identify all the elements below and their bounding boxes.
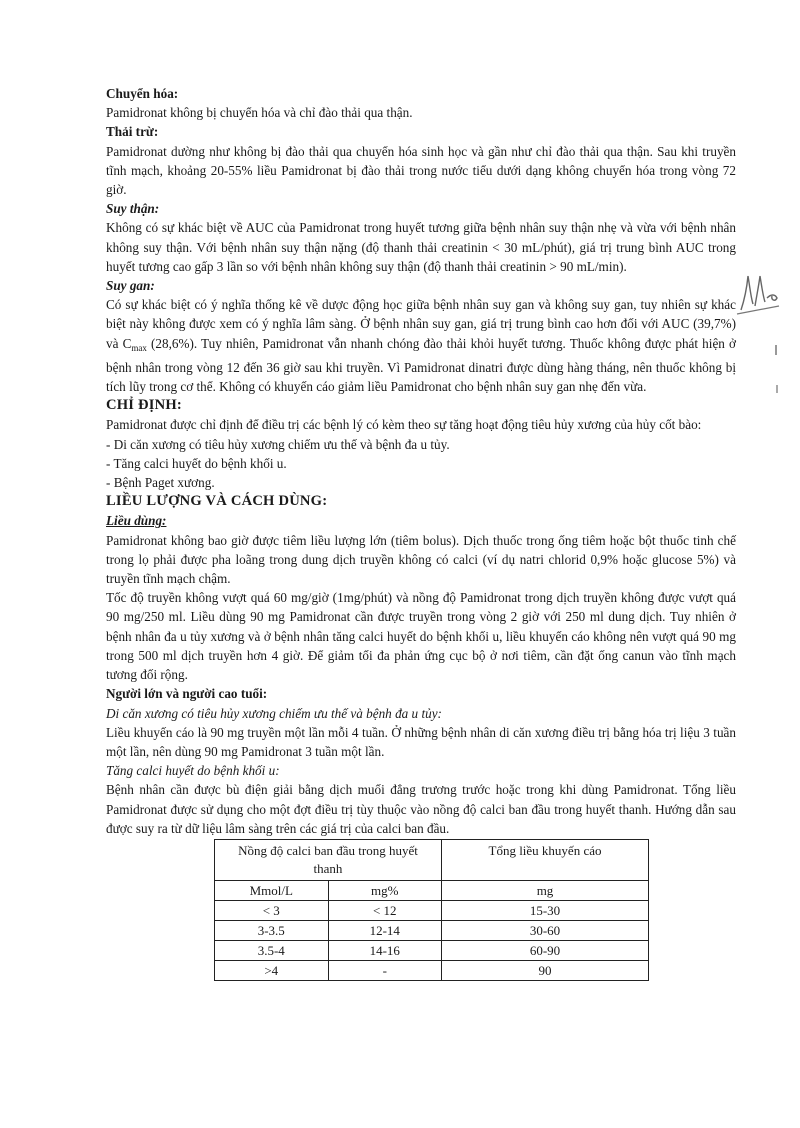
list-item: - Tăng calci huyết do bệnh khối u. bbox=[106, 455, 287, 471]
para-chuyen-hoa: Pamidronat không bị chuyển hóa và chỉ đào thải qua thận. bbox=[106, 105, 413, 121]
table-row bbox=[215, 920, 649, 940]
table-row bbox=[215, 880, 649, 900]
dose-table bbox=[214, 839, 649, 981]
list-item: - Bệnh Paget xương. bbox=[106, 475, 215, 491]
para-thai-tru: Pamidronat dường như không bị đào thải qua chuyển hóa sinh học và gần như chỉ đào thải qua thận. Sau khi truyền tĩnh mạch, khoảng 20-55% liều Pamidronat bị đào thải trong nước tiểu dưới dạng không chuyển hóa trong vòng 72 giờ. bbox=[106, 143, 736, 198]
heading-thai-tru: Thải trừ: bbox=[106, 124, 159, 140]
table-unit: Mmol/L bbox=[215, 880, 329, 900]
para-suy-gan-part1: Có sự khác biệt có ý nghĩa thống kê về dược động học giữa bệnh nhân suy gan và không suy gan, tuy nhiên sự khác biệt này không được xem có ý nghĩa lâm sàng. Ở bệnh nhân suy gan, giá trị trung bình cao hơn đối với AUC (39,7%) và C bbox=[106, 297, 736, 351]
table-cell: >4 bbox=[215, 960, 329, 980]
table-header-calci: Nồng độ calci ban đầu trong huyết thanh bbox=[215, 839, 442, 880]
para-suy-gan bbox=[106, 295, 736, 396]
para-suy-gan-part2: (28,6%). Tuy nhiên, Pamidronat vẫn nhanh chóng đào thải khỏi huyết tương. Thuốc không được phát hiện ở bệnh nhân trong vòng 12 đến 36 giờ sau khi truyền. Vì Pamidronat dinatri được dùng hàng tháng, nên thuốc không bị tích lũy trong cơ thể. Không có khuyến cáo giảm liều Pamidronat cho bệnh nhân suy gan nhẹ đến vừa. bbox=[106, 335, 736, 395]
table-row bbox=[215, 960, 649, 980]
heading-suy-gan: Suy gan: bbox=[106, 278, 155, 294]
list-item: - Di căn xương có tiêu hủy xương chiếm ưu thế và bệnh đa u tủy. bbox=[106, 436, 450, 452]
margin-tick-mark bbox=[775, 345, 777, 355]
table-row bbox=[215, 940, 649, 960]
heading-suy-than: Suy thận: bbox=[106, 201, 160, 217]
para-suy-than: Không có sự khác biệt về AUC của Pamidronat trong huyết tương giữa bệnh nhân suy thận nhẹ và vừa với bệnh nhân không suy thận. Với bệnh nhân suy thận nặng (độ thanh thải creatinin < 30 mL/phút), giá trị trung bình AUC trong huyết tương cao gấp 3 lần so với bệnh nhân không suy thận (độ thanh thải creatinin > 90 mL/min). bbox=[106, 220, 736, 274]
table-cell: - bbox=[328, 960, 442, 980]
para-chi-dinh: Pamidronat được chỉ định để điều trị các bệnh lý có kèm theo sự tăng hoạt động tiêu hủy xương của hủy cốt bào: bbox=[106, 417, 702, 433]
para-lieu-dung-2: Tốc độ truyền không vượt quá 60 mg/giờ (1mg/phút) và nồng độ Pamidronat trong dịch truyền không được vượt quá 90 mg/250 ml. Liều dùng 90 mg Pamidronat cần được truyền trong vòng 2 giờ với 250 ml dung dịch. Tuy nhiên ở bệnh nhân đa u tủy xương và ở bệnh nhân tăng calci huyết do bệnh khối u, liều khuyến cáo không nên vượt quá 90 mg trong 500 ml dịch truyền hơn 4 giờ. Để giảm tối đa phản ứng cục bộ ở nơi tiêm, cần đặt ống canun vào tĩnh mạch tương đối rộng. bbox=[106, 590, 736, 683]
cmax-subscript: max bbox=[131, 342, 147, 353]
heading-lieu-luong: LIỀU LƯỢNG VÀ CÁCH DÙNG: bbox=[106, 493, 328, 510]
table-cell: 30-60 bbox=[442, 920, 649, 940]
table-cell: 3.5-4 bbox=[215, 940, 329, 960]
table-unit: mg% bbox=[328, 880, 442, 900]
para-di-can: Liều khuyến cáo là 90 mg truyền một lần mỗi 4 tuần. Ở những bệnh nhân di căn xương điều trị bằng hóa trị liệu 3 tuần một lần, nên dùng 90 mg Pamidronat 3 tuần một lần. bbox=[106, 724, 736, 759]
subheading-tang-calci: Tăng calci huyết do bệnh khối u: bbox=[106, 763, 280, 779]
handwritten-initials-mark bbox=[735, 268, 785, 318]
table-cell: < 12 bbox=[328, 900, 442, 920]
table-cell: < 3 bbox=[215, 900, 329, 920]
table-cell: 90 bbox=[442, 960, 649, 980]
para-lieu-dung-1: Pamidronat không bao giờ được tiêm liều lượng lớn (tiêm bolus). Dịch thuốc trong ống tiêm hoặc bột thuốc tinh chế trong lọ phải được pha loãng trong dung dịch truyền không có calci (ví dụ natri chlorid 0,9% hoặc glucose 5%) và truyền tĩnh mạch chậm. bbox=[106, 532, 736, 587]
table-row bbox=[215, 900, 649, 920]
heading-chi-dinh: CHỈ ĐỊNH: bbox=[106, 397, 182, 414]
heading-nguoi-lon: Người lớn và người cao tuổi: bbox=[106, 686, 268, 702]
table-unit: mg bbox=[442, 880, 649, 900]
para-tang-calci: Bệnh nhân cần được bù điện giải bằng dịch muối đẳng trương trước hoặc trong khi dùng Pamidronat. Tổng liều Pamidronat được sử dụng cho một đợt điều trị tùy thuộc vào nồng độ calci ban đầu trong huyết thanh. Hướng dẫn sau được suy ra từ dữ liệu lâm sàng trên các giá trị của calci ban đầu. bbox=[106, 782, 736, 836]
table-header-dose: Tổng liều khuyến cáo bbox=[442, 839, 649, 880]
table-row bbox=[215, 839, 649, 880]
heading-chuyen-hoa: Chuyển hóa: bbox=[106, 86, 179, 101]
document-page bbox=[106, 84, 736, 981]
table-cell: 3-3.5 bbox=[215, 920, 329, 940]
margin-tick-mark bbox=[776, 385, 778, 393]
table-cell: 60-90 bbox=[442, 940, 649, 960]
table-cell: 15-30 bbox=[442, 900, 649, 920]
heading-lieu-dung: Liều dùng: bbox=[106, 513, 167, 529]
table-cell: 14-16 bbox=[328, 940, 442, 960]
table-cell: 12-14 bbox=[328, 920, 442, 940]
subheading-di-can: Di căn xương có tiêu hủy xương chiếm ưu thế và bệnh đa u tủy: bbox=[106, 705, 442, 721]
